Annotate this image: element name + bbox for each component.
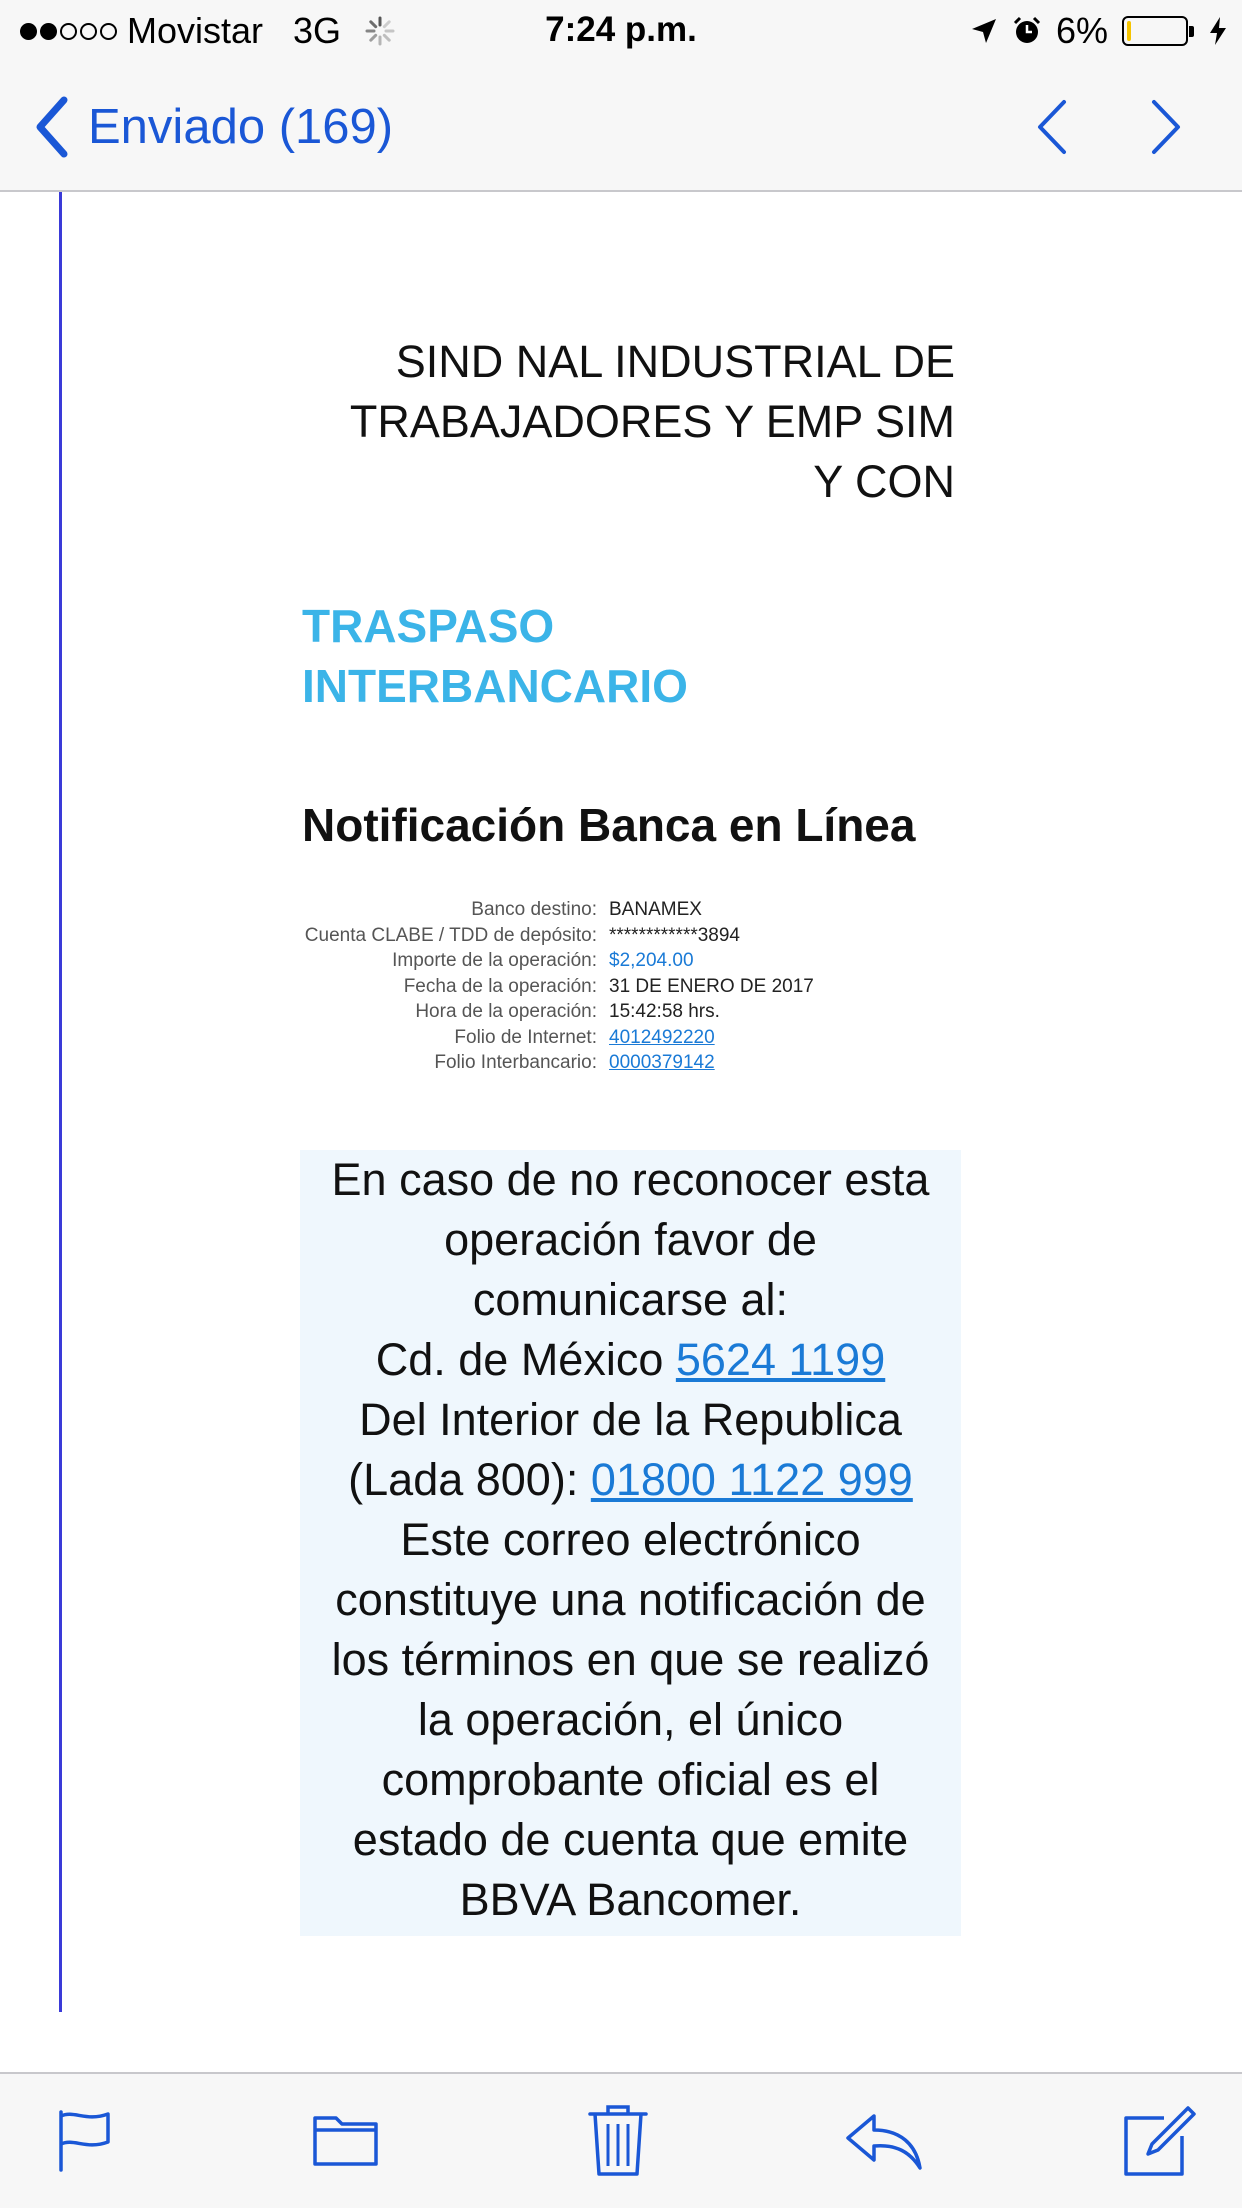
charging-bolt-icon <box>1208 16 1228 46</box>
carrier-name: Movistar <box>127 10 264 51</box>
previous-message-button[interactable] <box>1032 96 1072 163</box>
battery-icon <box>1122 16 1188 46</box>
status-time: 7:24 p.m. <box>545 10 697 49</box>
battery-percent: 6% <box>1055 10 1108 51</box>
next-message-button[interactable] <box>1146 96 1186 163</box>
compose-button[interactable] <box>1122 2104 1198 2183</box>
interbank-folio-link[interactable]: 0000379142 <box>609 1052 715 1073</box>
chevron-up-icon <box>1032 96 1072 158</box>
company-name: SIND NAL INDUSTRIAL DE TRABAJADORES Y EMP SIM Y CON <box>349 336 955 507</box>
detail-label: Folio de Internet: <box>454 1026 597 1048</box>
cdmx-phone-link[interactable]: 5624 1199 <box>675 1334 886 1385</box>
detail-label: Fecha de la operación: <box>403 975 597 997</box>
notice-box: En caso de no reconocer esta operación favor de comunicarse al: Cd. de México 5624 1199 Del Interior de la Republica (Lada 800): 01800 1122 999 Este correo electrónico constituye una notificación de los términos en que se realizó la operación, el único comprobante oficial es el estado de cuenta que emite BBVA Bancomer. <box>300 1150 961 1936</box>
lada-phone-link[interactable]: 01800 1122 999 <box>590 1454 913 1505</box>
detail-value: ************3894 <box>609 924 740 946</box>
detail-row <box>200 999 814 1025</box>
detail-value: 31 DE ENERO DE 2017 <box>609 975 814 997</box>
amount-value: $2,204.00 <box>609 950 694 971</box>
bottom-toolbar <box>0 2072 1242 2208</box>
network-type: 3G <box>293 10 342 51</box>
navigation-bar <box>0 64 1242 192</box>
flag-icon <box>56 2108 114 2172</box>
location-arrow-icon <box>970 17 998 45</box>
detail-row <box>200 974 814 1000</box>
detail-row <box>200 897 814 923</box>
chevron-left-icon <box>34 96 70 158</box>
notification-title: Notificación Banca en Línea <box>302 799 916 851</box>
detail-label: Banco destino: <box>471 899 597 920</box>
detail-value: 15:42:58 hrs. <box>609 1001 720 1022</box>
delete-button[interactable] <box>586 2102 650 2183</box>
detail-label: Hora de la operación: <box>415 1001 597 1022</box>
operation-details <box>200 897 814 1076</box>
compose-icon <box>1122 2104 1198 2178</box>
move-to-folder-button[interactable] <box>312 2108 380 2173</box>
detail-row <box>200 923 814 949</box>
detail-value: BANAMEX <box>609 899 702 920</box>
reply-button[interactable] <box>844 2112 924 2177</box>
email-body[interactable] <box>0 192 1242 2072</box>
detail-label: Importe de la operación: <box>392 950 597 971</box>
detail-label: Cuenta CLABE / TDD de depósito: <box>304 924 597 946</box>
detail-label: Folio Interbancario: <box>434 1052 597 1073</box>
back-button[interactable] <box>34 92 393 162</box>
detail-row <box>200 1050 814 1076</box>
status-bar <box>0 0 1242 64</box>
alarm-icon <box>1012 16 1042 46</box>
detail-row <box>200 948 814 974</box>
back-button-label: Enviado (169) <box>88 100 394 154</box>
flag-button[interactable] <box>56 2108 114 2177</box>
chevron-down-icon <box>1146 96 1186 158</box>
reply-icon <box>844 2112 924 2172</box>
detail-row <box>200 1025 814 1051</box>
operation-type: TRASPASO INTERBANCARIO <box>302 600 688 712</box>
internet-folio-link[interactable]: 4012492220 <box>609 1026 715 1048</box>
quote-bar <box>59 192 62 2012</box>
trash-icon <box>586 2102 650 2178</box>
folder-icon <box>312 2108 380 2168</box>
